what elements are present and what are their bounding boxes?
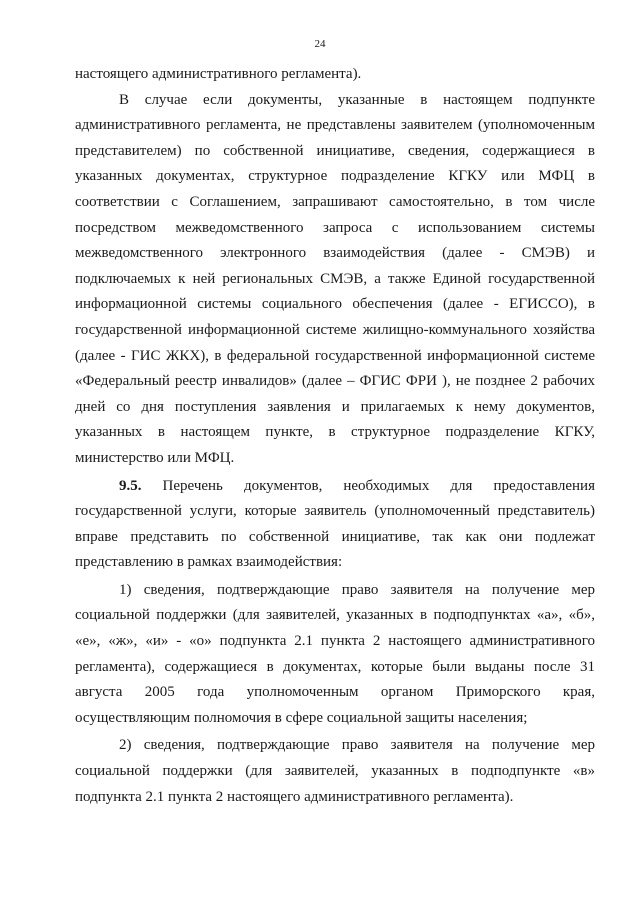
list-item-1: 1) сведения, подтверждающие право заявителя на получение мер социальной поддержки (для заявителей, указанных в подподпунктах «а», «б», «е», «ж», «и» - «о» подпункта 2.1 пункта 2 настоящего административного регламента), содержащиеся в документах, которые были выданы после 31 августа 2005 года уполномоченным органом Приморского края, осуществляющим полномочия в сфере социальной защиты населения;	[75, 581, 595, 726]
clause-number: 9.5.	[119, 477, 142, 494]
clause-text: Перечень документов, необходимых для предоставления государственной услуги, которые заявитель (уполномоченный представитель) вправе представить по собственной инициативе, так как они подлежат представлению в рамках взаимодействия:	[75, 477, 595, 571]
paragraph-continuation: настоящего административного регламента).	[75, 66, 362, 82]
document-body	[75, 62, 595, 810]
paragraph-9-5	[75, 474, 595, 576]
paragraph-request-procedure: В случае если документы, указанные в настоящем подпункте административного регламента, не представлены заявителем (уполномоченным представителем) по собственной инициативе, сведения, содержащиеся в указанных документах, структурное подразделение КГКУ или МФЦ в соответствии с Соглашением, запрашивают самостоятельно, в том числе посредством межведомственного запроса с использованием системы межведомственного электронного взаимодействия (далее - СМЭВ) и подключаемых к ней региональных СМЭВ, а также Единой государственной информационной системы социального обеспечения (далее - ЕГИССО), в государственной информационной системе жилищно-коммунального хозяйства (далее - ГИС ЖКХ), в федеральной государственной информационной системе «Федеральный реестр инвалидов» (далее – ФГИС ФРИ ), не позднее 2 рабочих дней со дня поступления заявления и прилагаемых к нему документов, указанных в настоящем пункте, в структурное подразделение КГКУ, министерство или МФЦ.	[75, 91, 595, 466]
page-number: 24	[314, 38, 326, 50]
list-item-2: 2) сведения, подтверждающие право заявителя на получение мер социальной поддержки (для заявителей, указанных в подподпункте «в» подпункта 2.1 пункта 2 настоящего административного регламента).	[75, 737, 595, 805]
